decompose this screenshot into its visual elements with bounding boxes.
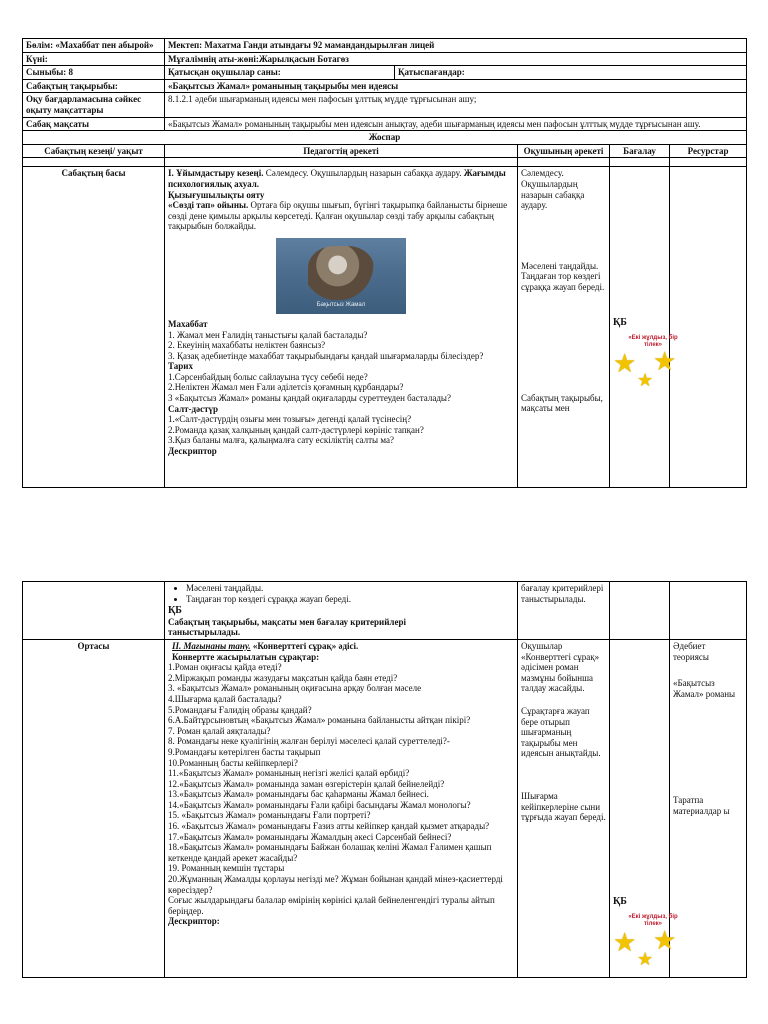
two-stars-sticker [613,331,687,397]
cover-figure [308,246,374,300]
begin-teacher-cell [165,167,518,488]
begin-assessment-cell [610,167,678,488]
section-ii-title: II. Мағынаны тану. [172,640,251,651]
sticker-text: «Екі жұлдыз, бір тілек» [628,334,678,348]
kb-label-3: ҚБ [613,895,627,907]
cont-bullets [168,583,514,604]
cont-teacher-cell [165,582,518,640]
objectives-label: Оқу бағдарламасына сәйкес оқыту мақсаттары [23,93,165,117]
resource-handouts: Таратпа материалдар ы [673,795,730,816]
middle-student-1: Оқушылар «Конверттегі сұрақ» әдісімен роман мазмұны бойынша талдау жасайды. [521,640,600,694]
psych-text: Жағымды психологиялық ахуал. [168,168,506,189]
org-text: Сәлемдесу. Оқушылардың назарын сабаққа аудару. [263,168,464,179]
lesson-goal-value: «Бақытсыз Жамал» романының тақырыбы мен идеясын анықтау, әдеби шығарманың идеясы мен пафосын ұлттық мүдде тұрғысынан ашу. [165,117,747,131]
kb-label-2: ҚБ [168,605,182,617]
envelope-title: Конвертте жасырылатын сұрақтар: [172,651,320,662]
lesson-plan-table-page2 [22,581,747,978]
col-stage: Сабақтың кезеңі/ уақыт [23,144,165,158]
star-icon: ★ [613,927,637,957]
school-label: Мектеп: Махатма Ганди атындағы 92 мамандандырылған лицей [165,39,747,53]
star-icon: ★ [653,925,677,955]
absent-label: Қатыспағандар: [395,66,747,80]
col-teacher-action: Педагогтің әрекеті [165,144,518,158]
present-label: Қатысқан оқушылар саны: [165,66,395,80]
star-icon: ★ [637,369,654,390]
teacher-label: Мұғалімнің аты-жөні:Жарылқасын Ботагөз [165,52,747,66]
method-title: «Конверттегі сұрақ» әдісі. [250,640,359,651]
col-student-action: Оқушының әрекеті [518,144,610,158]
middle-student-3: Шығарма кейіпкерлеріне сыни тұрғыда жауап береді. [521,790,606,823]
lesson-goal-label: Сабақ мақсаты [23,117,165,131]
col-assessment: Бағалау [610,144,670,158]
cont-stage-cell [23,582,165,640]
star-icon: ★ [653,346,677,376]
begin-student-1: Сәлемдесу. Оқушылардың назарын сабаққа аудару. [521,168,585,211]
love-title: Махаббат [168,318,208,329]
begin-student-2: Мәселені таңдайды. Таңдаған тор көздегі сұраққа жауап береді. [521,260,605,292]
cont-assessment-cell [610,582,670,640]
topic-label: Сабақтың тақырыбы: [23,79,165,93]
objectives-value: 8.1.2.1 әдеби шығарманың идеясы мен пафосын ұлттық мүдде тұрғысынан ашу; [165,93,747,117]
day-label: Күні: [23,52,165,66]
cover-caption: Бақытсыз Жамал [316,302,366,309]
cont-student-cell: бағалау критерийлері таныстырылады. [518,582,610,640]
tradition-questions: 1.«Салт-дәстүрдің озығы мен тозығы» дегенді қалай түсінесің? 2.Романда қазақ халқының қандай салт-дәстүрлері көрініс тапқан? 3.Қыз баланы малға, қалыңмалға сату ескіліктің салты ма? [168,414,424,446]
history-questions: 1.Сәрсенбайдың болыс сайлауына түсу себебі неде? 2.Неліктен Жамал мен Ғали әділетсіз қоғамның құрбандары? 3 «Бақытсыз Жамал» романы қандай оқиғаларды суреттеуден басталады? [168,371,451,404]
stage-begin: Сабақтың басы [23,167,165,488]
stage-middle: Ортасы [23,639,165,977]
sticker-text-2: «Екі жұлдыз, бір тілек» [628,913,678,927]
kb-label: ҚБ [613,317,627,329]
star-icon: ★ [613,348,637,378]
middle-student-cell [518,639,610,977]
history-title: Тарих [168,361,193,372]
book-cover-image [276,238,406,314]
begin-resources-cell [670,167,747,488]
middle-student-2: Сұрақтарға жауап бере отырып шығарманың тақырыбы мен идеясын анықтайды. [521,705,601,759]
begin-student-cell [518,167,610,488]
descriptor-label: Дескриптор [168,446,217,457]
tradition-title: Салт-дәстүр [168,403,219,414]
interest-title: Қызығушылықты ояту [168,189,265,200]
bullet-item: • Мәселені таңдайды. [186,583,514,594]
goals-text: Сабақтың тақырыбы, мақсаты мен бағалау критерийлері таныстырылады. [168,616,406,638]
col-resources: Ресурстар [670,144,747,158]
cont-resources-cell [670,582,747,640]
topic-value: «Бақытсыз Жамал» романының тақырыбы мен идеясы [165,79,747,93]
descriptor-label-2: Дескриптор: [168,916,220,927]
two-stars-sticker-2 [613,910,687,976]
begin-student-3: Сабақтың тақырыбы, мақсаты мен [521,392,603,414]
org-title: I. Ұйымдастыру кезеңі. [168,168,264,179]
game-title: «Сөзді тап» ойыны. [168,200,249,211]
resource-theory: Әдебиет теориясы [673,640,709,662]
game-text: Ортаға бір оқушы шығып, бүгінгі тақырыпқа байланысты бірнеше сөзді дене қимылы арқылы көрсетеді. Қалған оқушылар сөзді табу арқылы сабақтың тақырыбын болжайды. [168,200,508,232]
envelope-questions: 1.Роман оқиғасы қайда өтеді? 2.Міржақып романды жазудағы мақсатын қайда баян етеді? 3. «Бақытсыз Жамал» романының оқиғасына арқау болған мәселе 4.Шығарма қалай басталады? 5.Романдағы Ғалидің образы қандай? 6.А.Байтұрсыновтың «Бақытсыз Жамал» романына байланысты айтқан пікірі? 7. Роман қалай аяқталады? 8. Романдағы неке қуәлігінің жалған берілуі мәселесі қалай суреттеледі?- 9.Романдағы көтерілген басты тақырып 10.Романның басты кейіпкерлері? 11.«Бақытсыз Жамал» романының негізгі желісі қалай өрбиді? 12.«Бақытсыз Жамал» романында заман өзгерістерін қалай бейнелейді? 13.«Бақытсыз Жамал» романындағы бас қаһарманы Жамал бейнесі. 14.«Бақытсыз Жамал» романындағы Ғали қабірі басындағы Жамал монологы? 15. «Бақытсыз Жамал» романындағы Ғали портреті? 16. «Бақытсыз Жамал» романындағы Ғазиз атты кейіпкер қандай қызмет атқарады? 17.«Бақытсыз Жамал» романындағы Жамалдың әкесі Сәрсенбай бейнесі? 18.«Бақытсыз Жамал» романындағы Байжан болашақ келіні Жамал Ғалимен қашып кеткенде қандай әрекет жасайды? 19. Романның кемшін тұстары 20.Жұманның Жамалды қорлауы негізді ме? Жұман бойынан қандай мінез-қасиеттерді көресіздер? Соғыс жылдарындағы балалар өмірінің көрінісі қалай бейнеленгендігі туралы айтып беріңдер. [168,662,503,916]
love-questions: 1. Жамал мен Ғалидің таныстығы қалай басталады? 2. Екеуінің махаббаты неліктен баянсыз? 3. Қазақ әдебиетінде махаббат тақырыбындағы қандай шығармаларды білесіздер? [168,329,484,361]
resource-novel: «Бақытсыз Жамал» романы [673,678,736,699]
middle-teacher-cell [165,639,518,977]
middle-assessment-cell [610,639,678,977]
class-label: Сыныбы: 8 [23,66,165,80]
lesson-plan-table-page1 [22,38,747,488]
bullet-item: • Таңдаған тор көздегі сұраққа жауап береді. [186,594,514,605]
star-icon: ★ [637,948,654,969]
section-label: Бөлім: «Махаббат пен абырой» [23,39,165,53]
plan-heading: Жоспар [23,131,747,145]
